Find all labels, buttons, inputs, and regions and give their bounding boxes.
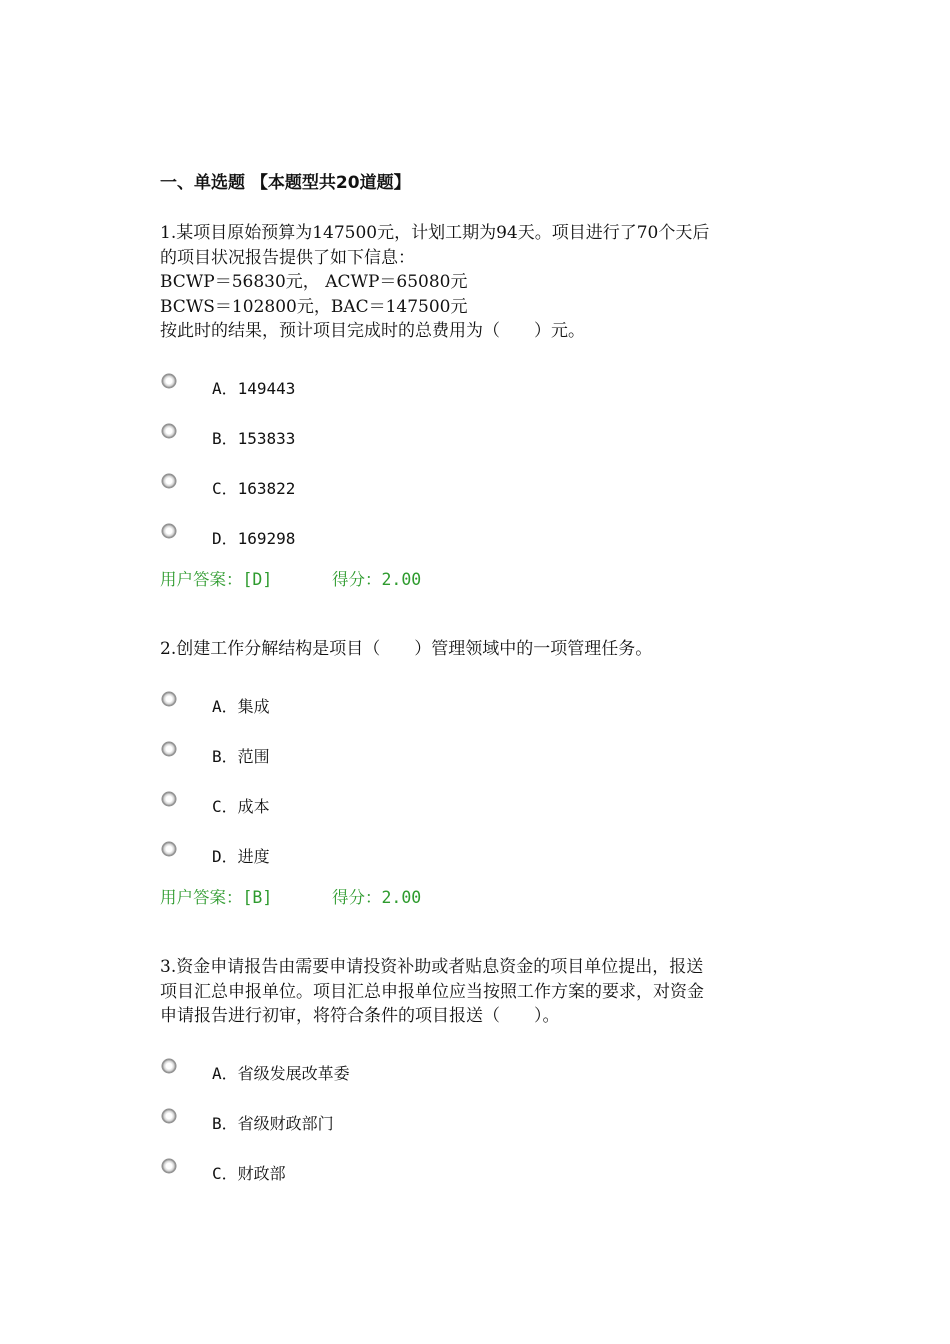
- radio-button[interactable]: [162, 1159, 176, 1173]
- option-label: C．163822: [212, 478, 296, 498]
- option-label: A．集成: [212, 696, 270, 716]
- stem-line: 项目汇总申报单位。项目汇总申报单位应当按照工作方案的要求，对资金: [160, 981, 704, 1002]
- option-c[interactable]: [160, 792, 800, 842]
- stem-line: 的项目状况报告提供了如下信息：: [160, 247, 415, 268]
- option-label: B．153833: [212, 428, 296, 448]
- option-a[interactable]: [160, 1059, 800, 1109]
- radio-button[interactable]: [162, 524, 176, 538]
- stem-line: 申请报告进行初审，将符合条件的项目报送（ ）。: [160, 1006, 560, 1026]
- option-label: C．成本: [212, 796, 270, 816]
- question-2: [160, 637, 800, 909]
- option-a[interactable]: [160, 692, 800, 742]
- radio-button[interactable]: [162, 1059, 176, 1073]
- option-label: A．省级发展改革委: [212, 1063, 350, 1083]
- stem-line: BCWP＝56830元， ACWP＝65080元: [160, 272, 468, 292]
- option-label: C．财政部: [212, 1163, 286, 1183]
- option-b[interactable]: [160, 1109, 800, 1159]
- question-stem: [160, 955, 800, 1029]
- user-answer: 用户答案：[B]: [160, 887, 273, 907]
- radio-button[interactable]: [162, 474, 176, 488]
- radio-button[interactable]: [162, 692, 176, 706]
- radio-button[interactable]: [162, 374, 176, 388]
- option-c[interactable]: [160, 1159, 800, 1209]
- option-list: [160, 692, 800, 892]
- option-label: B．省级财政部门: [212, 1113, 334, 1133]
- option-c[interactable]: [160, 474, 800, 524]
- radio-button[interactable]: [162, 742, 176, 756]
- question-stem: [160, 221, 800, 344]
- score: 得分：2.00: [332, 569, 422, 589]
- stem-line: 1.某项目原始预算为147500元，计划工期为94天。项目进行了70个天后: [160, 223, 710, 243]
- stem-line: 按此时的结果，预计项目完成时的总费用为（ ）元。: [160, 321, 585, 341]
- option-b[interactable]: [160, 424, 800, 474]
- option-d[interactable]: [160, 524, 800, 574]
- answer-line: [160, 887, 800, 909]
- radio-button[interactable]: [162, 424, 176, 438]
- option-list: [160, 374, 800, 574]
- option-label: D．进度: [212, 846, 270, 866]
- option-b[interactable]: [160, 742, 800, 792]
- radio-button[interactable]: [162, 1109, 176, 1123]
- option-label: B．范围: [212, 746, 270, 766]
- radio-button[interactable]: [162, 842, 176, 856]
- question-1: [160, 221, 800, 591]
- option-d[interactable]: [160, 842, 800, 892]
- option-a[interactable]: [160, 374, 800, 424]
- stem-line: BCWS＝102800元，BAC＝147500元: [160, 296, 468, 317]
- stem-line: 2.创建工作分解结构是项目（ ）管理领域中的一项管理任务。: [160, 639, 653, 659]
- option-list: [160, 1059, 800, 1209]
- answer-line: [160, 569, 800, 591]
- option-label: D．169298: [212, 528, 296, 548]
- question-stem: [160, 637, 800, 662]
- score: 得分：2.00: [332, 887, 422, 907]
- option-label: A．149443: [212, 378, 296, 398]
- radio-button[interactable]: [162, 792, 176, 806]
- user-answer: 用户答案：[D]: [160, 569, 273, 589]
- section-title: 一、单选题 【本题型共20道题】: [160, 173, 411, 193]
- stem-line: 3.资金申请报告由需要申请投资补助或者贴息资金的项目单位提出，报送: [160, 957, 704, 977]
- question-3: [160, 955, 800, 1209]
